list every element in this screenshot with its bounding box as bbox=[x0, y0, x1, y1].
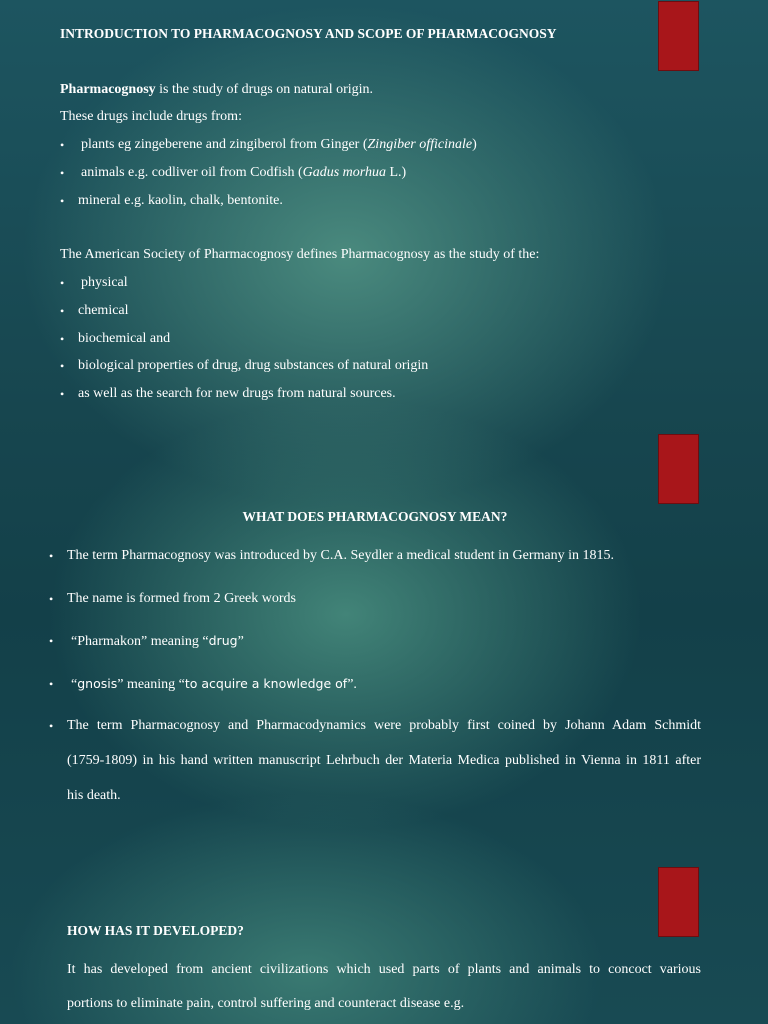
source-item-mineral: mineral e.g. kaolin, chalk, bentonite. bbox=[78, 193, 283, 208]
property-item: physical bbox=[81, 275, 128, 290]
red-marker-3 bbox=[658, 867, 699, 937]
development-paragraph-line2: portions to eliminate pain, control suffering and counteract disease e.g. bbox=[67, 996, 465, 1011]
bullet-icon: • bbox=[49, 677, 54, 691]
bullet-icon: • bbox=[60, 138, 65, 152]
meaning-item-schmidt-line1: The term Pharmacognosy and Pharmacodynamics were probably first coined by Johann Adam Schmidt bbox=[67, 718, 701, 733]
bullet-icon: • bbox=[60, 166, 65, 180]
bullet-icon: • bbox=[60, 304, 65, 318]
definition-text: is the study of drugs on natural origin. bbox=[155, 82, 374, 97]
definition-line bbox=[60, 81, 373, 99]
development-paragraph-line1: It has developed from ancient civilizations which used parts of plants and animals to concoct various bbox=[67, 962, 701, 977]
bullet-icon: • bbox=[60, 387, 65, 401]
bullet-icon: • bbox=[49, 719, 54, 733]
meaning-item-schmidt-line3: his death. bbox=[67, 788, 121, 803]
red-marker-2 bbox=[658, 434, 699, 504]
meaning-item-gnosis: “gnosis” meaning “to acquire a knowledge of”. bbox=[71, 676, 357, 692]
bullet-icon: • bbox=[60, 276, 65, 290]
meaning-item-pharmakon: “Pharmakon” meaning “drug” bbox=[71, 633, 244, 649]
bullet-icon: • bbox=[49, 592, 54, 606]
source-item-animals: animals e.g. codliver oil from Codfish (Gadus morhua L.) bbox=[81, 165, 407, 180]
meaning-item-introduced: The term Pharmacognosy was introduced by C.A. Seydler a medical student in Germany in 1815. bbox=[67, 548, 615, 563]
red-marker-1 bbox=[658, 1, 699, 71]
society-intro: The American Society of Pharmacognosy defines Pharmacognosy as the study of the: bbox=[60, 247, 540, 262]
property-item: chemical bbox=[78, 303, 129, 318]
section1-title: INTRODUCTION TO PHARMACOGNOSY AND SCOPE OF PHARMACOGNOSY bbox=[60, 26, 557, 41]
bullet-icon: • bbox=[49, 634, 54, 648]
property-item: biochemical and bbox=[78, 331, 171, 346]
meaning-item-greek: The name is formed from 2 Greek words bbox=[67, 591, 296, 606]
definition-term: Pharmacognosy bbox=[60, 82, 156, 97]
include-intro: These drugs include drugs from: bbox=[60, 109, 242, 124]
source-item-plants: plants eg zingeberene and zingiberol from Ginger (Zingiber officinale) bbox=[81, 137, 477, 152]
section2-title: WHAT DOES PHARMACOGNOSY MEAN? bbox=[242, 509, 508, 524]
property-item: as well as the search for new drugs from natural sources. bbox=[78, 386, 396, 401]
bullet-icon: • bbox=[60, 359, 65, 373]
meaning-item-schmidt-line2: (1759-1809) in his hand written manuscript Lehrbuch der Materia Medica published in Vienna in 1811 after bbox=[67, 753, 701, 768]
bullet-icon: • bbox=[60, 194, 65, 208]
bullet-icon: • bbox=[60, 332, 65, 346]
property-item: biological properties of drug, drug substances of natural origin bbox=[78, 358, 429, 373]
bullet-icon: • bbox=[49, 549, 54, 563]
section3-title: HOW HAS IT DEVELOPED? bbox=[67, 923, 244, 938]
